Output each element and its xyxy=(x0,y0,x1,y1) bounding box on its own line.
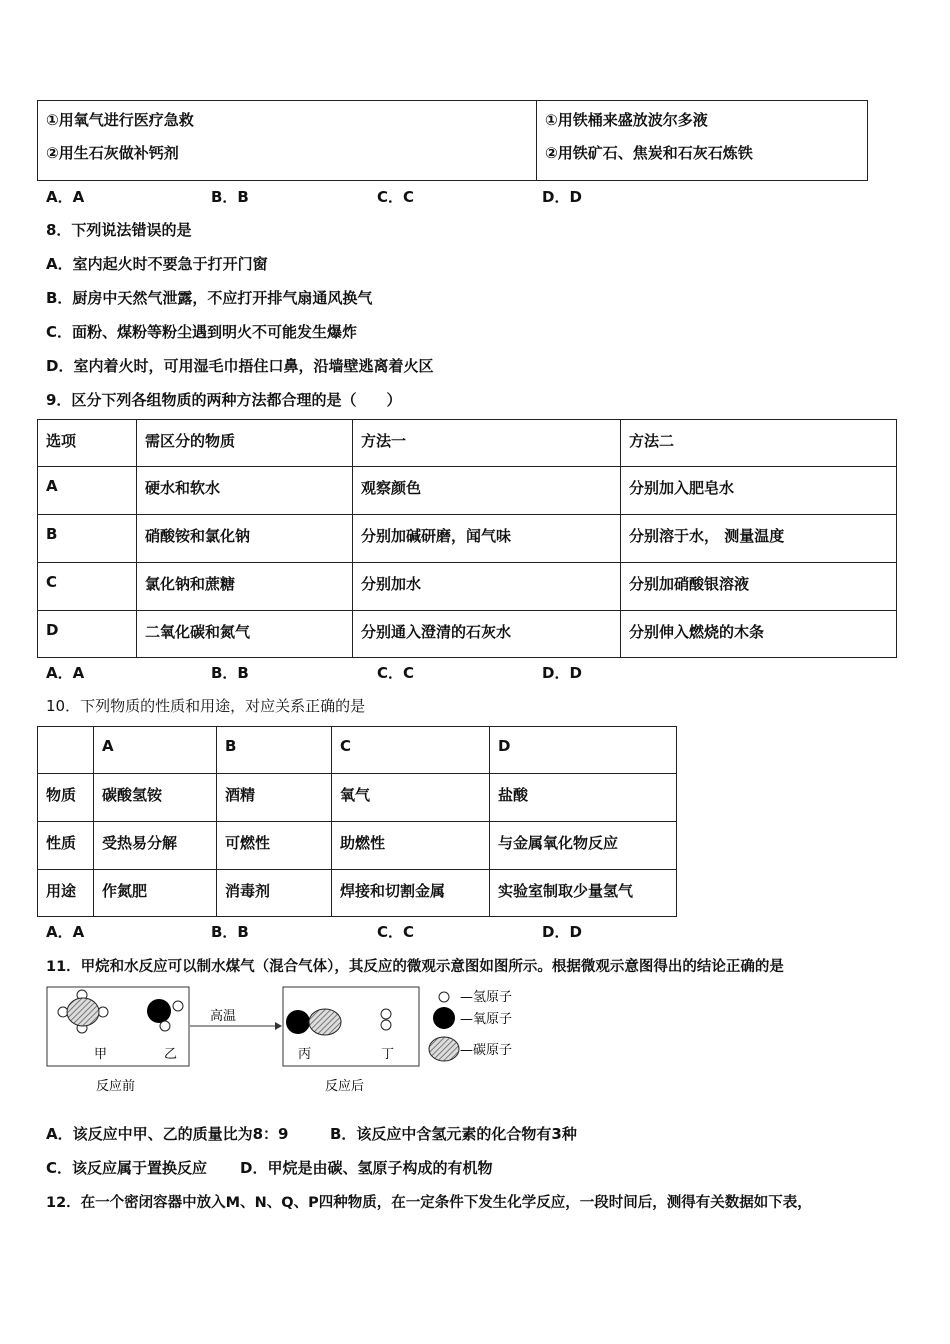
q8-option-d[interactable]: D．室内着火时，可用湿毛巾捂住口鼻，沿墙壁逃离着火区 xyxy=(46,357,434,375)
cell: 分别加碱研磨，闻气味 xyxy=(353,515,621,563)
q7-option-b[interactable]: B．B xyxy=(211,188,249,206)
q10-header: C xyxy=(332,727,490,774)
cell: A xyxy=(38,467,137,515)
q7-option-c[interactable]: C．C xyxy=(377,188,415,206)
q11-title: 11．甲烷和水反应可以制水煤气（混合气体），其反应的微观示意图如图所示。根据微观示意图得出的结论正确的是 xyxy=(46,959,784,975)
q9-option-d[interactable]: D．D xyxy=(542,664,582,682)
q12-title: 12．在一个密闭容器中放入M、N、Q、P四种物质，在一定条件下发生化学反应，一段时间后，测得有关数据如下表， xyxy=(46,1195,812,1211)
reaction-diagram xyxy=(40,983,540,1098)
table-row xyxy=(38,611,897,658)
h2-molecule xyxy=(381,1009,391,1030)
q8-title: 8．下列说法错误的是 xyxy=(46,221,192,239)
cell: 作氮肥 xyxy=(94,870,217,917)
cell: 助燃性 xyxy=(332,822,490,870)
legend-oxygen: —氧原子 xyxy=(460,1012,513,1027)
cell: 分别加水 xyxy=(353,563,621,611)
q11-option-b[interactable]: B．该反应中含氢元素的化合物有3种 xyxy=(330,1125,577,1143)
q7-table xyxy=(37,100,868,181)
q8-option-b[interactable]: B．厨房中天然气泄露，不应打开排气扇通风换气 xyxy=(46,289,373,307)
legend-hydrogen: —氢原子 xyxy=(460,990,513,1005)
q11-option-c[interactable]: C．该反应属于置换反应 xyxy=(46,1159,208,1177)
q10-option-c[interactable]: C．C xyxy=(377,923,415,941)
label-yi: 乙 xyxy=(164,1047,178,1062)
cell: 实验室制取少量氢气 xyxy=(490,870,677,917)
q10-option-a[interactable]: A．A xyxy=(46,923,85,941)
table-row xyxy=(38,774,677,822)
cell: 氯化钠和蔗糖 xyxy=(137,563,353,611)
cell: 氧气 xyxy=(332,774,490,822)
cell: 性质 xyxy=(38,822,94,870)
label-ding: 丁 xyxy=(381,1047,395,1062)
q9-option-b[interactable]: B．B xyxy=(211,664,249,682)
label-bing: 丙 xyxy=(298,1047,312,1062)
q10-option-d[interactable]: D．D xyxy=(542,923,582,941)
cell: 受热易分解 xyxy=(94,822,217,870)
q10-option-b[interactable]: B．B xyxy=(211,923,249,941)
cell: D xyxy=(38,611,137,658)
cell: 分别通入澄清的石灰水 xyxy=(353,611,621,658)
q9-table xyxy=(37,419,897,658)
q10-header: B xyxy=(217,727,332,774)
q10-header xyxy=(38,727,94,774)
cell: 二氧化碳和氮气 xyxy=(137,611,353,658)
cell: 分别加硝酸银溶液 xyxy=(621,563,897,611)
table-row xyxy=(38,822,677,870)
cell: 与金属氧化物反应 xyxy=(490,822,677,870)
q8-option-a[interactable]: A．室内起火时不要急于打开门窗 xyxy=(46,255,268,273)
q9-header: 需区分的物质 xyxy=(137,420,353,467)
q10-title: 10．下列物质的性质和用途，对应关系正确的是 xyxy=(46,697,366,715)
q7-option-a[interactable]: A．A xyxy=(46,188,85,206)
q9-header: 选项 xyxy=(38,420,137,467)
table-row xyxy=(38,563,897,611)
q9-header: 方法二 xyxy=(621,420,897,467)
q9-title: 9．区分下列各组物质的两种方法都合理的是（ ） xyxy=(46,391,402,409)
cell: C xyxy=(38,563,137,611)
methane-molecule xyxy=(58,990,108,1033)
q8-option-c[interactable]: C．面粉、煤粉等粉尘遇到明火不可能发生爆炸 xyxy=(46,323,358,341)
cell: 碳酸氢铵 xyxy=(94,774,217,822)
legend-carbon: —碳原子 xyxy=(460,1043,513,1058)
q10-header-row xyxy=(38,727,677,774)
co-molecule xyxy=(286,1009,341,1035)
q7-right-1: ①用铁桶来盛放波尔多液 xyxy=(545,111,708,129)
q10-header: A xyxy=(94,727,217,774)
oxygen-legend-icon xyxy=(433,1007,455,1029)
cell: 焊接和切割金属 xyxy=(332,870,490,917)
cell: 物质 xyxy=(38,774,94,822)
cell: 分别加入肥皂水 xyxy=(621,467,897,515)
q7-right-2: ②用铁矿石、焦炭和石灰石炼铁 xyxy=(545,144,753,162)
cell: 盐酸 xyxy=(490,774,677,822)
q7-left-2: ②用生石灰做补钙剂 xyxy=(46,144,179,162)
q7-left-1: ①用氧气进行医疗急救 xyxy=(46,111,194,129)
q9-option-c[interactable]: C．C xyxy=(377,664,415,682)
cell: 硝酸铵和氯化钠 xyxy=(137,515,353,563)
cell: 用途 xyxy=(38,870,94,917)
label-before: 反应前 xyxy=(96,1079,136,1094)
q9-header-row xyxy=(38,420,897,467)
q10-table xyxy=(37,726,677,917)
table-row xyxy=(38,467,897,515)
cell: 分别伸入燃烧的木条 xyxy=(621,611,897,658)
water-molecule xyxy=(147,999,183,1031)
label-jia: 甲 xyxy=(94,1047,108,1062)
cell: 可燃性 xyxy=(217,822,332,870)
q10-header: D xyxy=(490,727,677,774)
q7-option-d[interactable]: D．D xyxy=(542,188,582,206)
cell: 分别溶于水， 测量温度 xyxy=(621,515,897,563)
cell: 消毒剂 xyxy=(217,870,332,917)
table-row xyxy=(38,870,677,917)
carbon-legend-icon xyxy=(429,1037,459,1061)
cell: B xyxy=(38,515,137,563)
cell: 酒精 xyxy=(217,774,332,822)
cell: 观察颜色 xyxy=(353,467,621,515)
q9-option-a[interactable]: A．A xyxy=(46,664,85,682)
table-row xyxy=(38,515,897,563)
q11-option-d[interactable]: D．甲烷是由碳、氢原子构成的有机物 xyxy=(240,1159,493,1177)
q11-option-a[interactable]: A．该反应中甲、乙的质量比为8：9 xyxy=(46,1125,289,1143)
label-after: 反应后 xyxy=(325,1079,365,1094)
cell: 硬水和软水 xyxy=(137,467,353,515)
hydrogen-legend-icon xyxy=(439,992,449,1002)
q9-header: 方法一 xyxy=(353,420,621,467)
arrow-label: 高温 xyxy=(210,1009,237,1024)
